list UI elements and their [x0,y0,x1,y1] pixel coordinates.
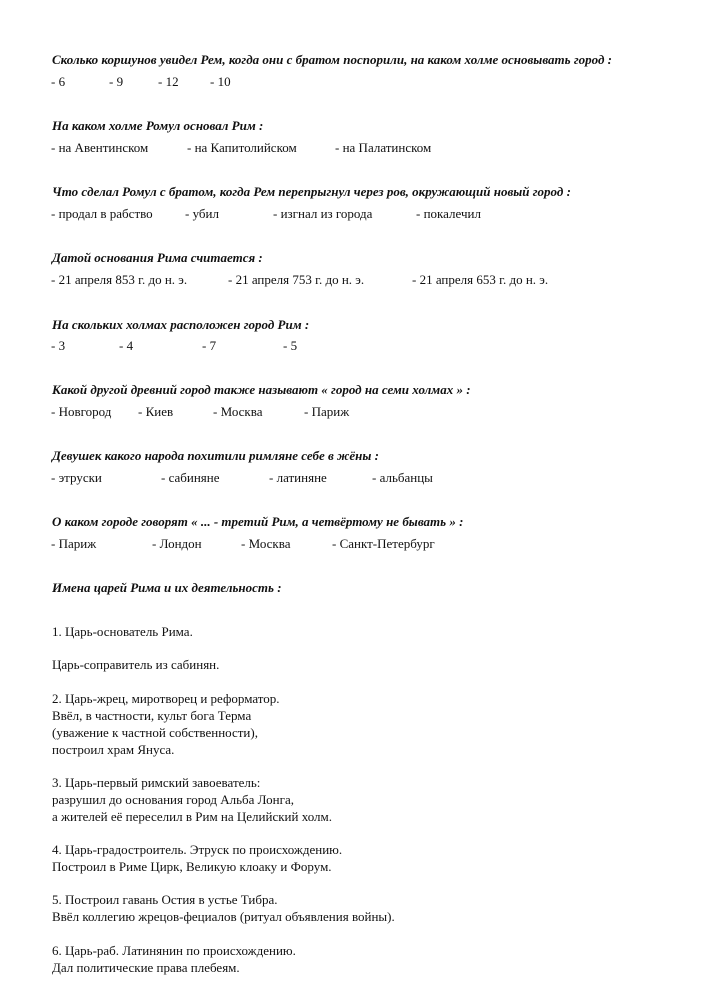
king-line: 1. Царь-основатель Рима. [52,624,193,639]
king-line: Ввёл, в частности, культ бога Терма [52,707,252,723]
question-7: Девушек какого народа похитили римляне себе в жёны : [52,448,379,463]
king-entry [52,691,395,759]
king-entry [52,842,395,876]
king-line: Построил в Риме Цирк, Великую клоаку и Форум. [52,859,332,875]
options-7 [51,470,691,488]
option: - этруски [51,470,102,485]
options-3 [51,206,691,224]
options-5 [51,338,691,356]
option: - Москва [213,404,263,419]
king-line: разрушил до основания город Альба Лонга, [52,791,294,807]
option: - 6 [51,74,66,89]
king-entry [52,624,395,641]
option: - сабиняне [161,470,220,485]
king-line: построил храм Януса. [52,741,175,757]
king-line: Ввёл коллегию жрецов-фециалов (ритуал объявления войны). [52,909,395,925]
option: - 7 [202,338,217,353]
question-3: Что сделал Ромул с братом, когда Рем перепрыгнул через ров, окружающий новый город : [52,184,571,199]
question-4: Датой основания Рима считается : [52,250,263,265]
option: - альбанцы [372,470,433,485]
option: - Париж [51,536,97,551]
question-5: На скольких холмах расположен город Рим : [52,317,310,332]
option: - Новгород [51,404,112,419]
king-entry [52,657,395,674]
option: - 5 [283,338,298,353]
option: - Санкт-Петербург [332,536,435,551]
king-line: 5. Построил гавань Остия в устье Тибра. [52,892,278,908]
option: - покалечил [416,206,481,221]
king-line: 3. Царь-первый римский завоеватель: [52,774,261,790]
option: - латиняне [269,470,327,485]
option: - на Палатинском [335,140,432,155]
option: - 21 апреля 753 г. до н. э. [228,272,365,287]
option: - Москва [241,536,291,551]
option: - 21 апреля 853 г. до н. э. [51,272,188,287]
question-1: Сколько коршунов увидел Рем, когда они с братом поспорили, на каком холме основывать город : [52,52,613,67]
option: - продал в рабство [51,206,153,221]
question-9: Имена царей Рима и их деятельность : [52,580,282,595]
option: - Киев [138,404,174,419]
question-6: Какой другой древний город также называют « город на семи холмах » : [52,382,471,397]
question-2: На каком холме Ромул основал Рим : [52,118,264,133]
option: - 4 [119,338,134,353]
king-line: (уважение к частной собственности), [52,724,258,740]
king-line: 6. Царь-раб. Латинянин по происхождению. [52,942,296,958]
option: - 10 [210,74,231,89]
king-entry [52,892,395,926]
option: - 12 [158,74,179,89]
king-line: 2. Царь-жрец, миротворец и реформатор. [52,690,280,706]
option: - убил [185,206,219,221]
king-line: Дал политические права плебеям. [52,959,240,975]
options-8 [51,536,691,554]
option: - Лондон [152,536,202,551]
king-entry [52,943,395,977]
options-1 [51,74,691,92]
options-6 [51,404,691,422]
option: - на Авентинском [51,140,149,155]
king-line: 4. Царь-градостроитель. Этруск по происхождению. [52,842,343,858]
king-entry [52,775,395,826]
option: - 21 апреля 653 г. до н. э. [412,272,549,287]
option: - на Капитолийском [187,140,297,155]
question-8: О каком городе говорят « ... - третий Рим, а четвёртому не бывать » : [52,514,464,529]
option: - изгнал из города [273,206,373,221]
kings-list [52,624,395,993]
king-line: а жителей её переселил в Рим на Целийский холм. [52,808,333,824]
options-4 [51,272,691,290]
option: - 3 [51,338,66,353]
option: - 9 [109,74,124,89]
option: - Париж [304,404,350,419]
options-2 [51,140,691,158]
king-line: Царь-сoправитель из сабинян. [52,657,220,673]
